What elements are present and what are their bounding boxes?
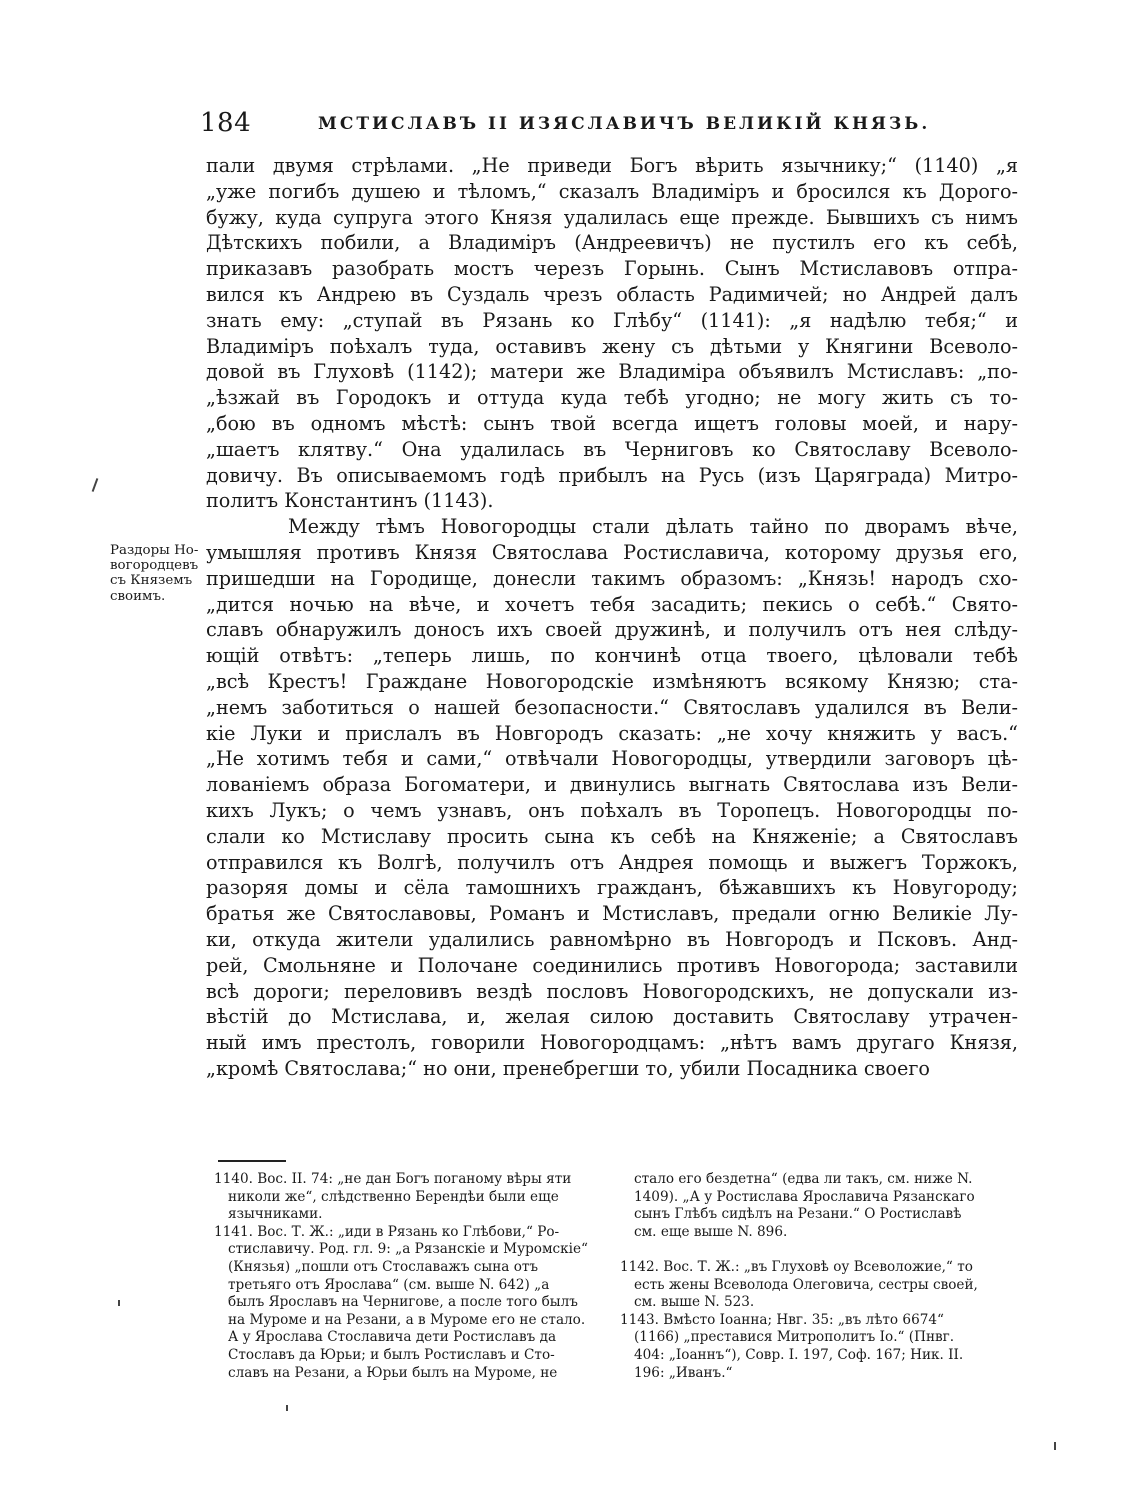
text-line: довичу. Въ описываемомъ годѣ прибылъ на Русь (изъ Царяграда) Митро- (206, 463, 1018, 487)
body-text (206, 153, 1018, 1082)
text-line: отправился къ Волгѣ, получилъ отъ Андрея помощь и выжегъ Торжокъ, (206, 850, 1018, 874)
text-line: „всѣ Крестъ! Граждане Новогородскіе измѣняютъ всякому Князю; ста- (206, 669, 1018, 693)
footnote-line: 1140. Вос. II. 74: „не дан Богъ поганому вѣры яти (214, 1171, 572, 1187)
footnote-line: 404: „Іоаннъ“), Совр. I. 197, Соф. 167; Ник. II. (634, 1346, 964, 1363)
footnote-line: есть жены Всеволода Олеговича, сестры своей, (634, 1276, 978, 1293)
footnote-line: 1409). „А у Ростислава Ярославича Рязанскаго (634, 1188, 975, 1205)
text-line: „бою въ одномъ мѣстѣ: сынъ твой всегда ищетъ головы моей, и нару- (206, 411, 1018, 435)
text-line: бужу, куда супруга этого Князя удалилась еще прежде. Бывшихъ съ нимъ (206, 205, 1018, 229)
margin-note-line: своимъ. (110, 588, 166, 604)
text-line: лованіемъ образа Богоматери, и двинулись выгнать Святослава изъ Вели- (206, 773, 1018, 797)
text-line: довой въ Глуховѣ (1142); матери же Владиміра объявилъ Мстиславъ: „по- (206, 360, 1018, 384)
page-number: 184 (200, 108, 252, 138)
margin-note-line: Раздоры Но- (110, 543, 199, 558)
text-line: рей, Смольняне и Полочане соединились противъ Новогорода; заставили (206, 953, 1018, 977)
text-line: ки, откуда жители удалились равномѣрно въ Новгородъ и Псковъ. Анд- (206, 927, 1018, 951)
text-line: кіе Луки и прислалъ въ Новгородъ сказать: „не хочу княжить у васъ.“ (206, 721, 1018, 745)
footnote-line: третьяго отъ Ярослава“ (см. выше N. 642) „а (228, 1276, 550, 1293)
text-line: „Не хотимъ тебя и сами,“ отвѣчали Новогородцы, утвердили заговоръ цѣ- (206, 747, 1018, 771)
text-line: вѣстій до Мстислава, и, желая силою доставить Святославу утрачен- (206, 1005, 1018, 1029)
footnote-line: 1142. Вос. Т. Ж.: „въ Глуховѣ оу Всеволожие,“ то (620, 1258, 973, 1275)
footnote-rule (218, 1160, 286, 1162)
print-speck (92, 478, 99, 492)
text-line: Дѣтскихъ побили, а Владиміръ (Андреевичъ) не пустилъ его къ себѣ, (206, 231, 1018, 255)
text-line: слали ко Мстиславу просить сына къ себѣ на Княженіе; а Святославъ (206, 824, 1018, 848)
text-line: пришедши на Городище, донесли такимъ образомъ: „Князь! народъ схо- (206, 566, 1018, 590)
text-line: политъ Константинъ (1143). (206, 489, 494, 513)
text-line: умышляя противъ Князя Святослава Ростиславича, которому друзья его, (206, 540, 1018, 564)
text-line: разоряя домы и сёла тамошнихъ гражданъ, бѣжавшихъ къ Новугороду; (206, 876, 1018, 900)
text-line: славъ обнаружилъ доносъ ихъ своей дружинѣ, и получилъ отъ нея слѣду- (206, 618, 1018, 642)
footnotes-right-column (620, 1171, 1018, 1382)
text-line: ный имъ престолъ, говорили Новогородцамъ: „нѣтъ вамъ другаго Князя, (206, 1031, 1018, 1055)
paragraph (206, 153, 1018, 514)
footnote-line: былъ Ярославъ на Чернигове, а после того былъ (228, 1294, 578, 1311)
margin-note-line: вогородцевъ (110, 558, 199, 574)
footnote-line: сынъ Глѣбъ сидѣлъ на Резани.“ О Ростиславѣ (634, 1206, 962, 1223)
footnote-line: (Князья) „пошли отъ Стославажъ сына отъ (228, 1258, 539, 1275)
text-line: кихъ Лукъ; о чемъ узнавъ, онъ поѣхалъ въ Торопецъ. Новогородцы по- (206, 798, 1018, 822)
footnotes-left-column (214, 1171, 614, 1382)
text-line: всѣ дороги; переловивъ вездѣ пословъ Новогородскихъ, не допускали из- (206, 979, 1018, 1003)
footnote-line: 1143. Вмѣсто Іоанна; Нвг. 35: „въ лѣто 6674“ (620, 1311, 944, 1328)
footnote-line: Стославъ да Юрьи; и былъ Ростиславъ и Сто- (228, 1346, 555, 1363)
footnote-line: стиславичу. Род. гл. 9: „а Рязанскіе и Муромскіе“ (228, 1241, 588, 1258)
text-line: вился къ Андрею въ Суздаль чрезъ область Радимичей; но Андрей далъ (206, 282, 1018, 306)
text-line: „немъ заботиться о нашей безопасности.“ Святославъ удалился въ Вели- (206, 695, 1018, 719)
footnote-line: стало его бездетна“ (едва ли такъ, см. ниже N. (634, 1171, 973, 1187)
running-title: МСТИСЛАВЪ II ИЗЯСЛАВИЧЪ ВЕЛИКІЙ КНЯЗЬ. (318, 114, 931, 134)
paragraph (206, 514, 1018, 1082)
footnote-gap (620, 1241, 1018, 1259)
footnote-line: славъ на Резани, а Юрьи былъ на Муроме, не (228, 1364, 558, 1381)
text-line: знать ему: „ступай въ Рязань ко Глѣбу“ (1141): „я надѣлю тебя;“ и (206, 308, 1018, 332)
text-line: „ѣзжай въ Городокъ и оттуда куда тебѣ угодно; не могу жить съ то- (206, 386, 1018, 410)
print-speck (118, 1300, 120, 1306)
footnote-line: 196: „Иванъ.“ (634, 1364, 733, 1381)
print-speck (286, 1405, 288, 1411)
text-line: „уже погибъ душею и тѣломъ,“ сказалъ Владиміръ и бросился къ Дорого- (206, 179, 1018, 203)
margin-note (110, 543, 202, 604)
text-line: братья же Святославовы, Романъ и Мстиславъ, предали огню Великіе Лу- (206, 902, 1018, 926)
footnote-line: язычниками. (228, 1206, 323, 1223)
print-speck (1054, 1442, 1056, 1450)
text-line: приказавъ разобрать мостъ черезъ Горынь. Сынъ Мстиславовъ отпра- (206, 257, 1018, 281)
footnote-line: николи же“, слѣдственно Берендѣи были еще (228, 1188, 559, 1205)
text-line: „кромѣ Святослава;“ но они, пренебрегши то, убили Посадника своего (206, 1056, 930, 1080)
footnote-line: 1141. Вос. Т. Ж.: „иди в Рязань ко Глѣбови,“ Ро- (214, 1223, 560, 1240)
text-line: Между тѣмъ Новогородцы стали дѣлать тайно по дворамъ вѣче, (288, 515, 1018, 539)
text-line: „дится ночью на вѣче, и хочетъ тебя засадить; пекись о себѣ.“ Свято- (206, 592, 1018, 616)
text-line: „шаетъ клятву.“ Она удалилась въ Черниговъ ко Святославу Всеволо- (206, 437, 1018, 461)
margin-note-line: съ Княземъ (110, 573, 193, 589)
text-line: пали двумя стрѣлами. „Не приведи Богъ вѣрить язычнику;“ (1140) „я (206, 154, 1018, 177)
footnote-line: на Муроме и на Резани, а в Муроме его не стало. (228, 1311, 586, 1328)
footnote-line: А у Ярослава Стославича дети Ростиславъ да (228, 1329, 557, 1346)
footnote-line: (1166) „преставися Митрополитъ Іо.“ (Пнвг. (634, 1329, 955, 1346)
text-line: ющій отвѣтъ: „теперь лишь, по кончинѣ отца твоего, цѣловали тебѣ (206, 644, 1018, 668)
footnote-line: см. выше N. 523. (634, 1294, 755, 1311)
text-line: Владиміръ поѣхалъ туда, оставивъ жену съ дѣтьми у Княгини Всеволо- (206, 334, 1018, 358)
footnote-line: см. еще выше N. 896. (634, 1223, 788, 1240)
